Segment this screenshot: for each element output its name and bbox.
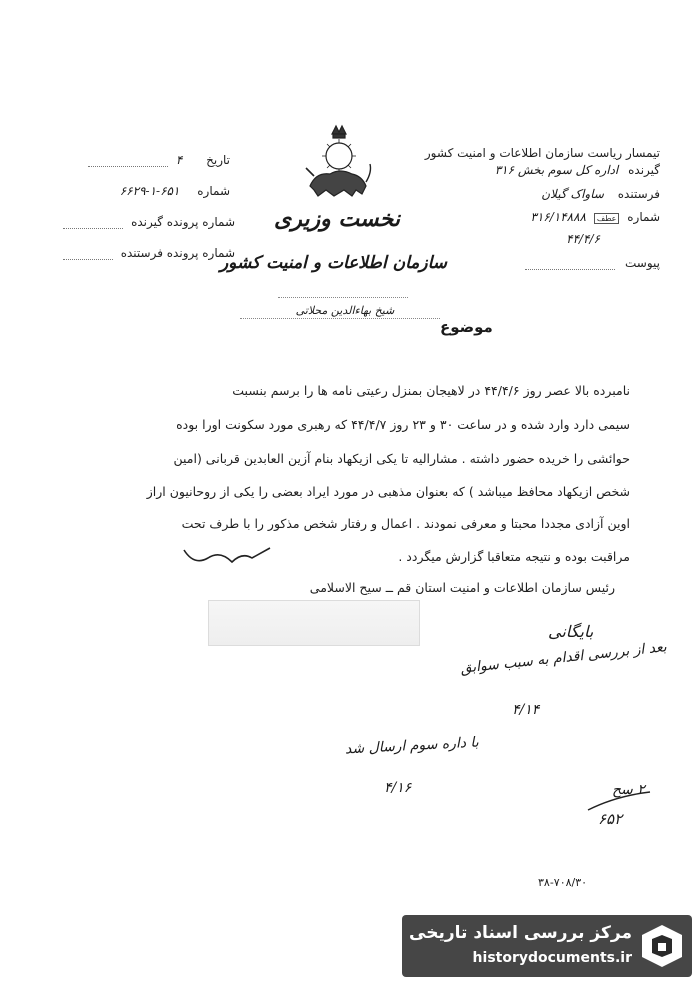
- sender-file-label: شماره پرونده فرستنده: [120, 246, 235, 260]
- sender-value: ساواک گیلان: [541, 187, 604, 201]
- header-sender-file: [80, 246, 235, 260]
- body-line-6: مراقبت بوده و نتیجه متعاقبا گزارش میگردد .: [398, 549, 630, 564]
- header-number-row: [530, 210, 660, 224]
- handwritten-note-2: بعد از بررسی اقدام به سبب سوابق: [459, 639, 668, 677]
- faded-stamp: [208, 600, 420, 646]
- handwritten-note-5: ۴/۱۶: [384, 780, 412, 796]
- body-line-5: اوین آزادی مجددا محبتا و معرفی نمودند . اعمال و رفتار شخص مذکور را با طرف تحت: [181, 516, 630, 531]
- handwritten-note-4: با داره سوم ارسال شد: [344, 734, 480, 758]
- number-value-right: ۳۱۶/۱۴۸۸۸: [530, 210, 586, 224]
- body-line-2: سیمی دارد وارد شده و در ساعت ۳۰ و ۲۳ روز ۴۴/۴/۷ که رهبری مورد سکونت اورا بوده: [176, 417, 630, 432]
- header-attachment-row: [525, 256, 660, 270]
- header-number-left: [60, 184, 230, 198]
- lion-and-sun-emblem: [296, 124, 382, 202]
- reference-prefix: عطف: [594, 213, 620, 224]
- archive-logo-icon: [640, 923, 684, 969]
- footer-reference-code: ۳۸-۷۰۸/۳۰: [538, 876, 588, 889]
- org-subtitle-blank: [278, 283, 408, 298]
- header-date-left: [60, 153, 230, 167]
- date-value-left: ۴: [175, 153, 183, 167]
- handwritten-note-1: بایگانی: [548, 622, 594, 641]
- subject-label: موضوع: [440, 318, 493, 336]
- body-line-1: نامبرده بالا عصر روز ۴۴/۴/۶ در لاهیجان بمنزل رعیتی نامه ها را برسم بنسبت: [232, 383, 630, 398]
- header-recipient-row: [495, 163, 660, 177]
- org-title-line1: نخست وزیری: [274, 206, 400, 232]
- archive-watermark: [402, 915, 692, 977]
- number-label-right: شماره: [627, 210, 660, 224]
- recipient-value: اداره کل سوم بخش ۳۱۶: [494, 163, 619, 177]
- header-sender-row: [541, 187, 660, 201]
- number-value-left: ۶۵۱-۱-۶۶۲۹: [119, 184, 180, 198]
- handwritten-note-3: ۴/۱۴: [512, 702, 540, 718]
- body-closing: رئیس سازمان اطلاعات و امنیت استان قم ــ سیح الاسلامی: [309, 580, 615, 595]
- org-title-line2: سازمان اطلاعات و امنیت کشور: [219, 253, 447, 273]
- subject-person-name: شیخ بهاءالدین محلاتی: [295, 304, 395, 317]
- header-recipient-title: تیمسار ریاست سازمان اطلاعات و امنیت کشور: [424, 146, 660, 160]
- handwritten-note-6: ۲ سح: [612, 782, 645, 798]
- date-label-left: تاریخ: [206, 153, 230, 167]
- signature-mark: [180, 540, 280, 570]
- recipient-file-label: شماره پرونده گیرنده: [131, 215, 235, 229]
- header-recipient-file: [80, 215, 235, 229]
- header-date-row: [566, 232, 600, 246]
- body-line-3: حوائشی را خریده حضور داشته . مشارالیه تا یکی ازیکهاد بنام آزین العابدین قربانی (امین: [173, 451, 630, 466]
- attachment-label: پیوست: [625, 256, 660, 270]
- watermark-url: historydocuments.ir: [472, 950, 632, 966]
- date-value-right: ۴۴/۴/۶: [566, 232, 600, 246]
- body-line-4: شخص ازیکهاد محافظ میباشد ) که بعنوان مذهبی در مورد ایراد بعضی را یکی از روحانیون اراز: [146, 484, 630, 499]
- subject-dotted-line: [240, 318, 440, 319]
- number-label-left: شماره: [197, 184, 230, 198]
- recipient-label: گیرنده: [628, 163, 660, 177]
- watermark-title: مرکز بررسی اسناد تاریخی: [409, 923, 632, 943]
- handwritten-note-7: ۶۵۲: [598, 810, 623, 828]
- sender-label: فرستنده: [617, 187, 660, 201]
